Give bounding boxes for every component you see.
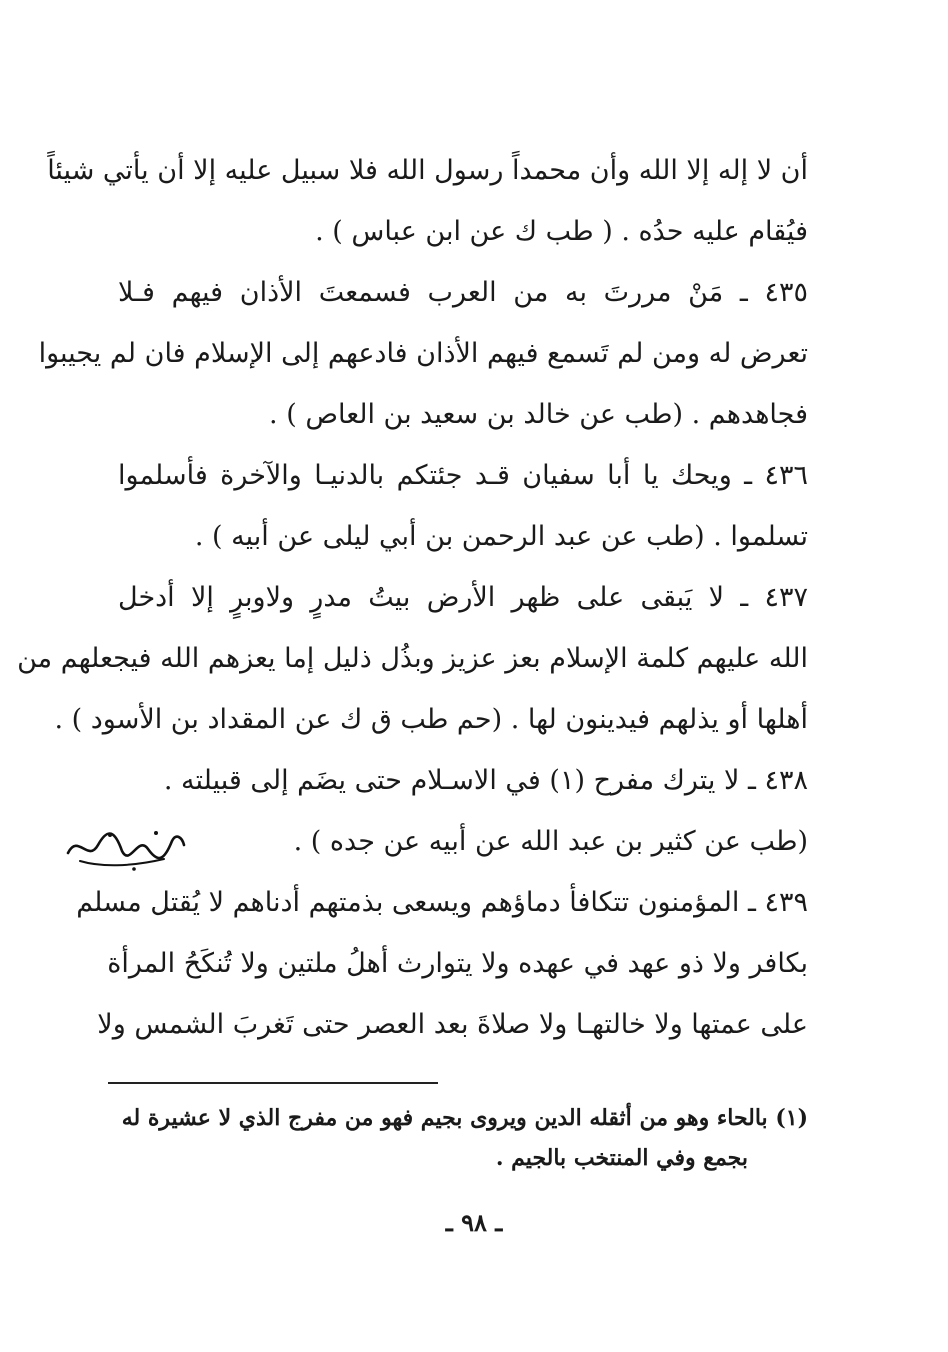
text-line-hadith-439: ٤٣٩ ـ المؤمنون تتكافأ دماؤهم ويسعى بذمتهم أدناهم لا يُقتل مسلم bbox=[76, 887, 808, 918]
text-line-with-note bbox=[118, 811, 808, 872]
footnote-line: (١) بالحاء وهو من أثقله الدين ويروى بجيم فهو من مفرج الذي لا عشيرة له bbox=[121, 1105, 808, 1131]
text-line: فيُقام عليه حدُه . ( طب ك عن ابن عباس ) . bbox=[315, 216, 808, 247]
text-line: على عمتها ولا خالتهـا ولا صلاةَ بعد العصر حتى تَغربَ الشمس ولا bbox=[97, 1009, 808, 1040]
text-line-hadith-435: ٤٣٥ ـ مَنْ مررتَ به من العرب فسمعتَ الأذان فيهم فـلا bbox=[118, 277, 808, 308]
text-line-hadith-438: ٤٣٨ ـ لا يترك مفرح (١) في الاسـلام حتى يضَم إلى قبيلته . bbox=[163, 765, 808, 796]
footnote bbox=[118, 1098, 808, 1178]
main-text bbox=[17, 140, 808, 1055]
text-line: أن لا إله إلا الله وأن محمداً رسول الله فلا سبيل عليه إلا أن يأتي شيئاً bbox=[47, 155, 808, 186]
text-line: الله عليهم كلمة الإسلام بعز عزيز وبذُل ذليل إما يعزهم الله فيجعلهم من bbox=[17, 643, 808, 674]
footnote-separator bbox=[108, 1082, 438, 1084]
text-line: تسلموا . (طب عن عبد الرحمن بن أبي ليلى عن أبيه ) . bbox=[194, 521, 808, 552]
text-line-hadith-436: ٤٣٦ ـ ويحك يا أبا سفيان قـد جئتكم بالدنيـا والآخرة فأسلموا bbox=[118, 460, 808, 491]
text-line: فجاهدهم . (طب عن خالد بن سعيد بن العاص ) . bbox=[269, 399, 808, 430]
text-line: تعرض له ومن لم تَسمع فيهم الأذان فادعهم إلى الإسلام فان لم يجيبوا bbox=[38, 338, 808, 369]
handwritten-annotation bbox=[60, 823, 190, 873]
footnote-line: بجمع وفي المنتخب بالجيم . bbox=[495, 1145, 748, 1171]
page-number: ـ ٩٨ ـ bbox=[445, 1208, 503, 1237]
text-line: أهلها أو يذلهم فيدينون لها . (حم طب ق ك عن المقداد بن الأسود ) . bbox=[54, 704, 808, 735]
text-line-hadith-437: ٤٣٧ ـ لا يَبقى على ظهر الأرض بيتُ مدرٍ ولاوبرٍ إلا أدخل bbox=[118, 582, 808, 613]
text-line: بكافر ولا ذو عهد في عهده ولا يتوارث أهلُ ملتين ولا تُنكَحُ المرأة bbox=[107, 948, 808, 979]
text-line-content: (طب عن كثير بن عبد الله عن أبيه عن جده ) . bbox=[293, 826, 808, 857]
